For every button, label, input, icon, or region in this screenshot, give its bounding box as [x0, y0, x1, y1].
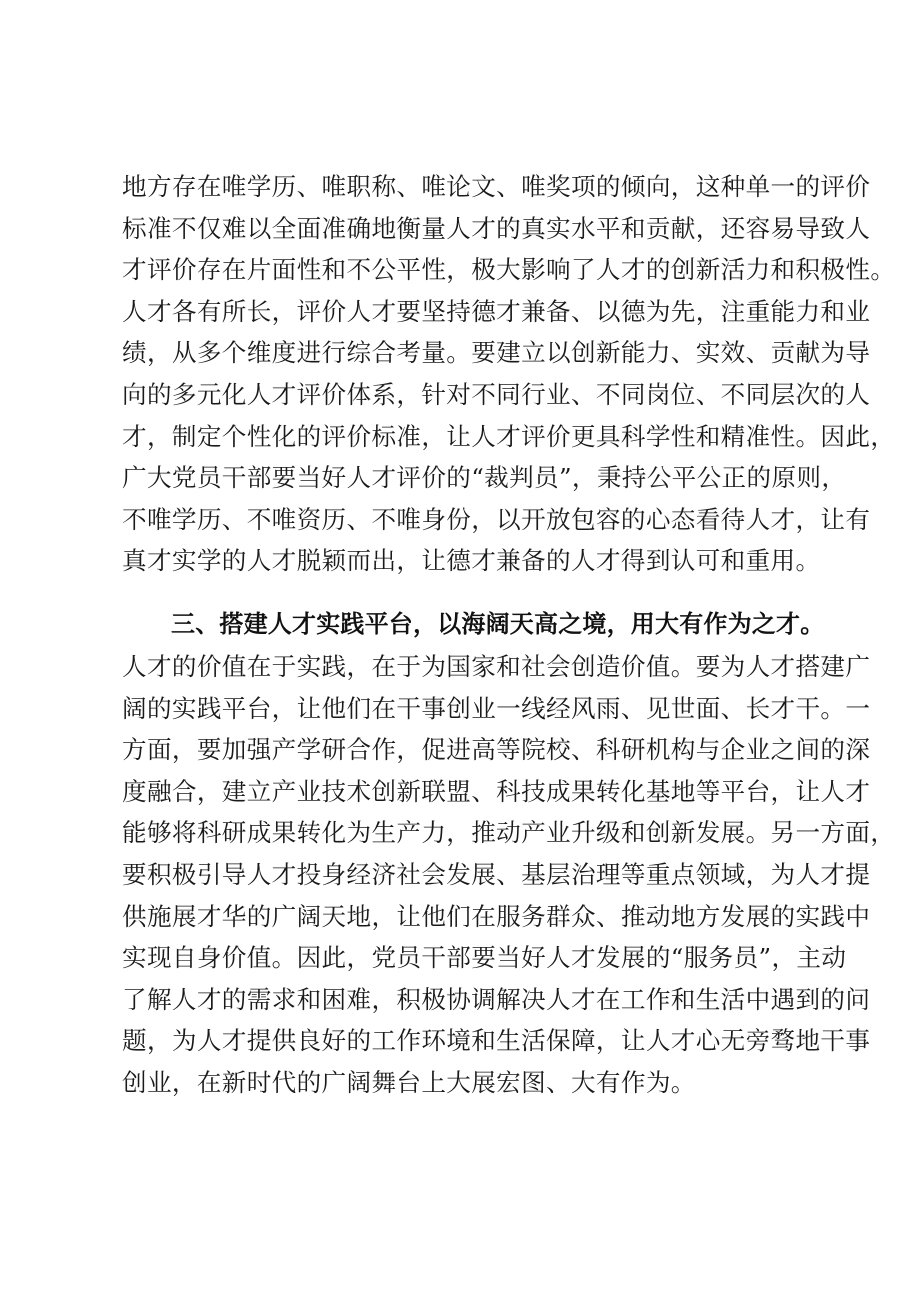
paragraph-line: 供施展才华的广阔天地，让他们在服务群众、推动地方发展的实践中	[122, 901, 871, 931]
paragraph-line: 方面，要加强产学研合作，促进高等院校、科研机构与企业之间的深	[122, 735, 871, 765]
paragraph-line: 标准不仅难以全面准确地衡量人才的真实水平和贡献，还容易导致人	[122, 213, 871, 243]
paragraph-line: 才评价存在片面性和不公平性，极大影响了人才的创新活力和积极性。	[122, 255, 896, 285]
paragraph-line: 人才各有所长，评价人才要坚持德才兼备、以德为先，注重能力和业	[122, 296, 871, 326]
paragraph-line: 创业，在新时代的广阔舞台上大展宏图、大有作为。	[122, 1067, 696, 1097]
paragraph-line: 地方存在唯学历、唯职称、唯论文、唯奖项的倾向，这种单一的评价	[122, 172, 871, 201]
paragraph-line: 度融合，建立产业技术创新联盟、科技成果转化基地等平台，让人才	[122, 776, 871, 806]
paragraph-line: 真才实学的人才脱颖而出，让德才兼备的人才得到认可和重用。	[122, 546, 821, 576]
paragraph-line: 向的多元化人才评价体系，针对不同行业、不同岗位、不同层次的人	[122, 379, 871, 409]
section-heading: 三、搭建人才实践平台，以海阔天高之境，用大有作为之才。	[171, 610, 825, 638]
paragraph-line: 才，制定个性化的评价标准，让人才评价更具科学性和精准性。因此，	[122, 421, 896, 451]
body-paragraph-talent-evaluation	[122, 166, 896, 582]
body-paragraph-practice-platform	[122, 646, 896, 1104]
paragraph-line: 要积极引导人才投身经济社会发展、基层治理等重点领域，为人才提	[122, 859, 871, 889]
paragraph-line: 了解人才的需求和困难，积极协调解决人才在工作和生活中遇到的问	[122, 984, 871, 1014]
paragraph-line: 绩，从多个维度进行综合考量。要建立以创新能力、实效、贡献为导	[122, 338, 871, 368]
paragraph-line: 广大党员干部要当好人才评价的“裁判员”，秉持公平公正的原则，	[122, 463, 847, 493]
paragraph-line: 能够将科研成果转化为生产力，推动产业升级和创新发展。另一方面，	[122, 818, 896, 848]
paragraph-line: 实现自身价值。因此，党员干部要当好人才发展的“服务员”，主动	[122, 943, 847, 973]
paragraph-line: 不唯学历、不唯资历、不唯身份，以开放包容的心态看待人才，让有	[122, 504, 871, 534]
paragraph-line: 人才的价值在于实践，在于为国家和社会创造价值。要为人才搭建广	[122, 652, 871, 681]
paragraph-line: 阔的实践平台，让他们在干事创业一线经风雨、见世面、长才干。一	[122, 693, 871, 723]
paragraph-line: 题，为人才提供良好的工作环境和生活保障，让人才心无旁骛地干事	[122, 1026, 871, 1056]
